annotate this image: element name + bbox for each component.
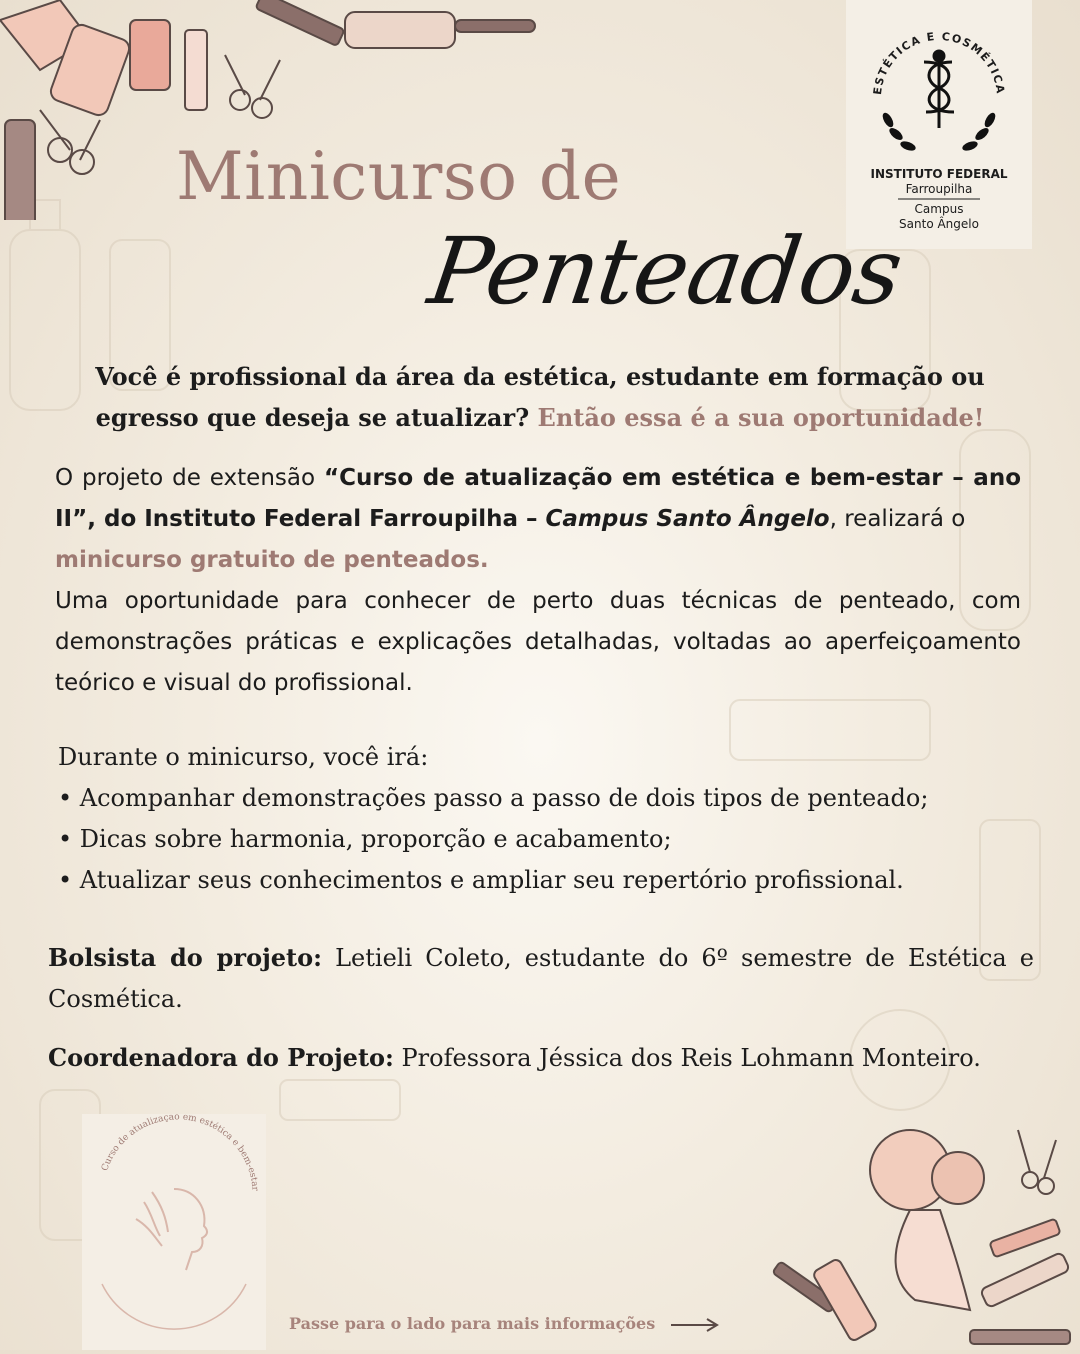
logo-campus: Campus (914, 202, 964, 216)
woman-hairstyle-icon (740, 1110, 1080, 1350)
coordinator-label: Coordenadora do Projeto: (48, 1043, 394, 1072)
project-badge (82, 1114, 266, 1350)
intro-text (70, 356, 1010, 438)
coordinator-info (48, 1037, 1034, 1079)
logo-name: Farroupilha (905, 182, 973, 196)
logo-arc-text: ESTÉTICA E COSMÉTICA (870, 29, 1008, 96)
scholar-label: Bolsista do projeto: (48, 943, 322, 972)
coordinator-value: Professora Jéssica dos Reis Lohmann Monteiro. (393, 1044, 981, 1072)
opportunity-paragraph: Uma oportunidade para conhecer de perto duas técnicas de penteado, com demonstrações práticas e explicações detalhadas, voltadas ao aperfeiçoamento teórico e visual do profissional. (55, 588, 1021, 696)
swipe-hint (289, 1314, 719, 1333)
title-line2: Penteados (422, 218, 908, 325)
logo-graphic (846, 0, 1032, 249)
paragraph1-highlight: minicurso gratuito de penteados. (55, 547, 489, 573)
list-item: • Atualizar seus conhecimentos e ampliar seu repertório profissional. (58, 866, 904, 894)
intro-question: Você é profissional da área da estética, estudante em formação ou egresso que deseja se atualizar? (95, 362, 985, 432)
project-name: “Curso de atualização em estética e bem-estar – ano II”, do Instituto Federal Farroupilha – (55, 465, 1021, 532)
intro-highlight: Então essa é a sua oportunidade! (537, 403, 985, 432)
svg-text:Curso de atualização em estéti (100, 1114, 259, 1192)
logo-institution: INSTITUTO FEDERAL (870, 167, 1008, 181)
campus-name: Campus Santo Ângelo (545, 506, 830, 532)
badge-arc-text: Curso de atualização em estética e bem-estar (100, 1114, 260, 1192)
logo-campus-name: Santo Ângelo (899, 217, 979, 231)
project-paragraph (55, 458, 1021, 581)
institution-logo (846, 0, 1032, 249)
arrow-right-icon (671, 1318, 719, 1332)
woman-profile-icon (136, 1189, 207, 1270)
scholar-info (48, 937, 1034, 1020)
scholar-value: Letieli Coleto, estudante do 6º semestre de Estética e Cosmética. (48, 944, 1035, 1013)
badge-graphic (82, 1114, 266, 1350)
list-heading: Durante o minicurso, você irá: (58, 743, 429, 771)
title-line1: Minicurso de (176, 138, 622, 215)
paragraph1-text2: , realizará o (829, 506, 966, 532)
list-item: • Acompanhar demonstrações passo a passo de dois tipos de penteado; (58, 784, 929, 812)
footer-text: Passe para o lado para mais informações (289, 1314, 656, 1333)
paragraph1-text: O projeto de extensão (55, 465, 324, 491)
caduceus-icon (924, 51, 954, 128)
activities-list (58, 737, 1038, 901)
list-item: • Dicas sobre harmonia, proporção e acabamento; (58, 825, 672, 853)
